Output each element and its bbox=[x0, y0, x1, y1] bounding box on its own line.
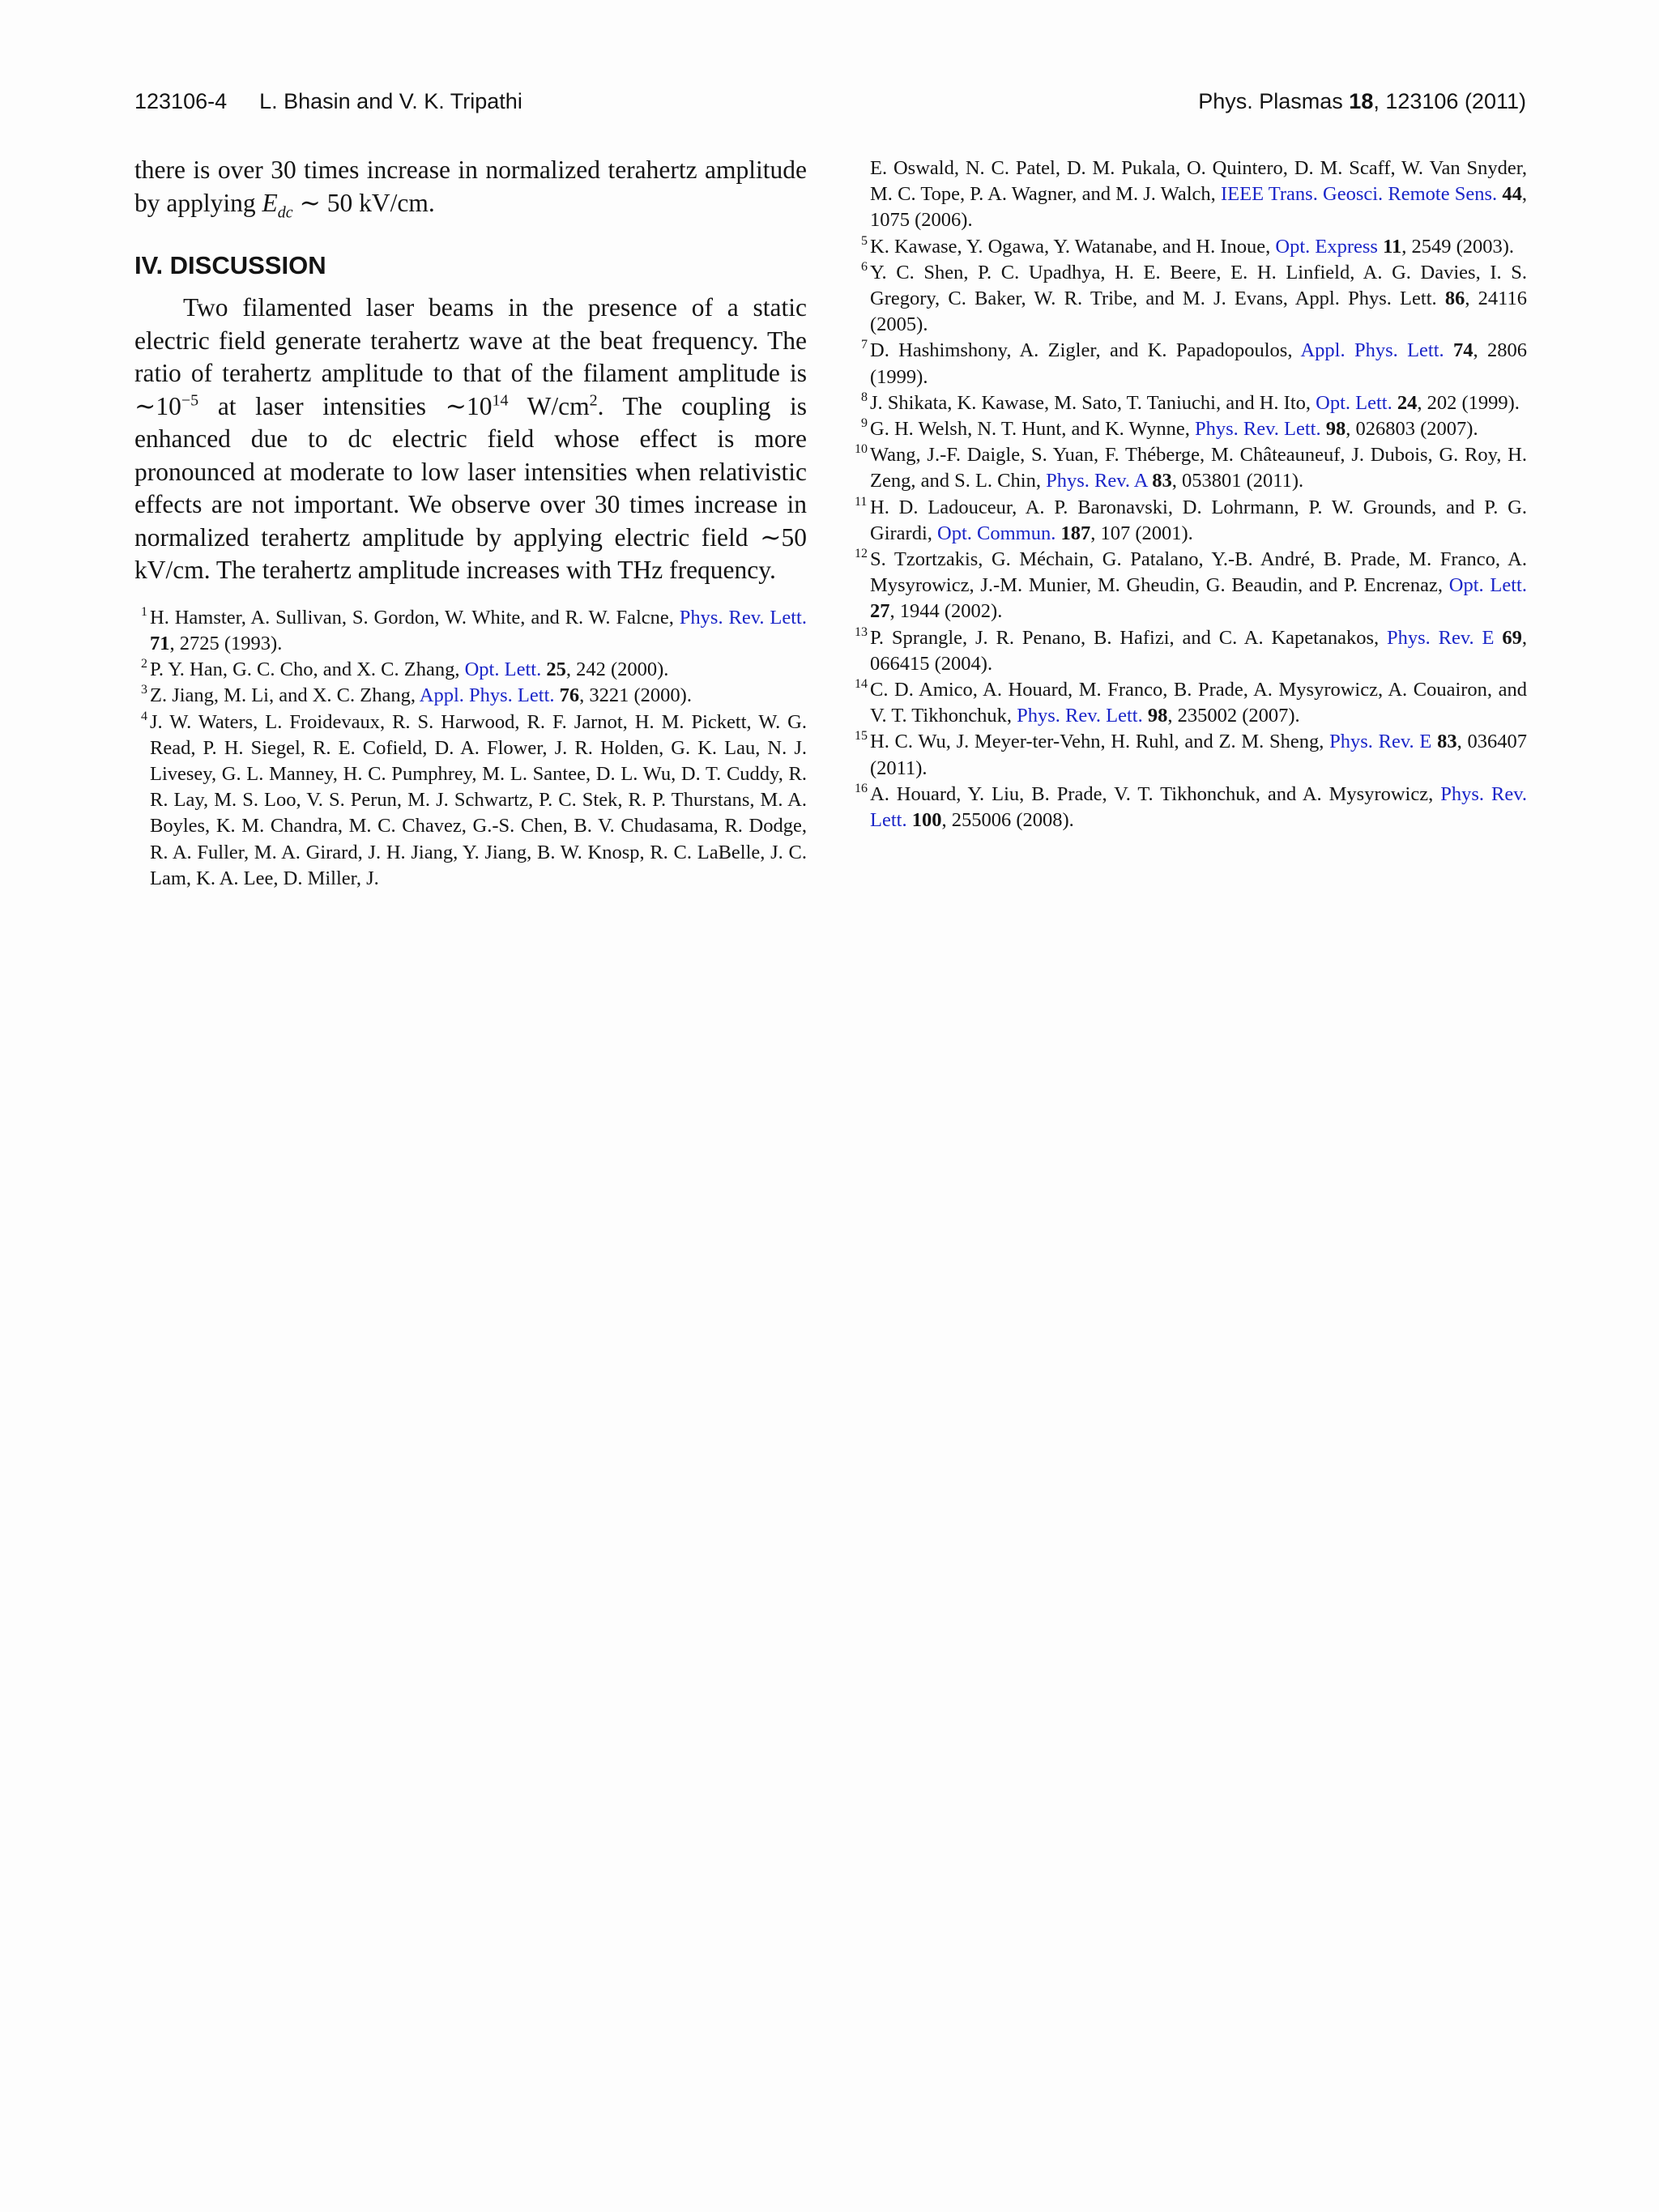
header-left bbox=[134, 89, 522, 114]
reference-number: 9 bbox=[861, 416, 868, 431]
reference-volume: 25 bbox=[546, 658, 566, 681]
reference-authors: Y. C. Shen, P. C. Upadhya, H. E. Beere, E. H. Linfield, A. G. Davies, I. S. Gregory, C. Baker, W. R. Tribe, and M. J. Evans, Appl. Phys. Lett. bbox=[870, 261, 1527, 310]
reference-authors: J. W. Waters, L. Froidevaux, R. S. Harwood, R. F. Jarnot, H. M. Pickett, W. G. Read, P. H. Siegel, R. E. Cofield, D. A. Flower, J. R. Holden, G. K. Lau, N. J. Livesey, G. L. Manney, H. C. Pumphrey, M. L. Santee, D. L. Wu, D. T. Cuddy, R. R. Lay, M. S. Loo, V. S. Perun, M. J. Schwartz, P. C. Stek, R. P. Thurstans, M. A. Boyles, K. M. Chandra, M. C. Chavez, G.-S. Chen, B. V. Chudasama, R. Dodge, R. A. Fuller, M. A. Girard, J. H. Jiang, Y. Jiang, B. W. Knosp, R. C. LaBelle, J. C. Lam, K. A. Lee, D. Miller, J. bbox=[150, 710, 807, 889]
exponent-3: 2 bbox=[589, 391, 598, 410]
journal-link[interactable]: Opt. Lett. bbox=[464, 658, 542, 681]
reference-number: 14 bbox=[855, 677, 868, 692]
reference-volume: 44 bbox=[1502, 183, 1522, 206]
reference-authors: G. H. Welsh, N. T. Hunt, and K. Wynne, bbox=[870, 418, 1195, 441]
reference-volume: 86 bbox=[1444, 288, 1465, 310]
intro-text-end: ∼ 50 kV/cm. bbox=[292, 188, 435, 217]
page-id: 123106-4 bbox=[134, 89, 228, 113]
reference-authors: J. Shikata, K. Kawase, M. Sato, T. Taniuchi, and H. Ito, bbox=[870, 391, 1316, 414]
reference-pages-year: , 24116 (2005). bbox=[870, 288, 1527, 336]
reference-volume: 11 bbox=[1383, 235, 1402, 258]
discussion-text-4: . The coupling is enhanced due to dc electric field whose effect is more pronounced at moderate to low laser intensities when relativistic effects are not important. We observe over 30 times increase in normalized terahertz amplitude by applying electric field ∼50 kV/cm. The terahertz amplitude increases with THz frequency. bbox=[134, 391, 807, 585]
reference-pages-year: , 1075 (2006). bbox=[870, 183, 1528, 232]
journal-link[interactable]: Phys. Rev. E bbox=[1386, 626, 1495, 649]
reference-number: 6 bbox=[861, 259, 868, 274]
reference-number: 2 bbox=[141, 657, 147, 671]
reference-number: 10 bbox=[855, 442, 868, 457]
reference-list-right bbox=[855, 156, 1527, 833]
reference-pages-year: , 053801 (2011). bbox=[1171, 470, 1304, 492]
reference-authors: H. Hamster, A. Sullivan, S. Gordon, W. White, and R. W. Falcne, bbox=[150, 606, 680, 629]
header-citation bbox=[1198, 89, 1526, 114]
journal-volume: 18 bbox=[1349, 89, 1374, 113]
reference-pages-year: , 2725 (1993). bbox=[169, 633, 283, 654]
reference-number: 15 bbox=[855, 729, 868, 744]
reference-authors: Wang, J.-F. Daigle, S. Yuan, F. Théberge, M. Châteauneuf, J. Dubois, G. Roy, H. Zeng, and S. L. Chin, bbox=[870, 444, 1527, 492]
reference-volume: 74 bbox=[1453, 339, 1473, 362]
reference-authors: P. Y. Han, G. C. Cho, and X. C. Zhang, bbox=[150, 658, 465, 681]
field-symbol: E bbox=[262, 188, 278, 217]
journal-link[interactable]: Phys. Rev. Lett. bbox=[1195, 418, 1321, 441]
reference-list-left bbox=[134, 605, 807, 892]
journal-link[interactable]: Opt. Commun. bbox=[937, 522, 1056, 544]
reference-number: 3 bbox=[141, 683, 147, 697]
reference-authors: K. Kawase, Y. Ogawa, Y. Watanabe, and H. Inoue, bbox=[870, 235, 1276, 258]
reference-pages-year: , 2806 (1999). bbox=[870, 339, 1528, 388]
right-column bbox=[855, 156, 1527, 833]
reference-pages-year: , 242 (2000). bbox=[565, 658, 669, 681]
reference-authors: A. Houard, Y. Liu, B. Prade, V. T. Tikhonchuk, and A. Mysyrowicz, bbox=[870, 782, 1441, 805]
reference-volume: 98 bbox=[1325, 418, 1346, 441]
reference-pages-year: , 255006 (2008). bbox=[941, 809, 1074, 832]
section-heading: IV. DISCUSSION bbox=[134, 251, 326, 280]
reference-volume: 27 bbox=[870, 600, 890, 623]
reference-item bbox=[855, 390, 1527, 416]
reference-volume: 100 bbox=[911, 809, 942, 832]
field-subscript: dc bbox=[277, 202, 293, 221]
article-info: , 123106 (2011) bbox=[1373, 89, 1526, 113]
page-header bbox=[134, 89, 1526, 121]
reference-authors: Z. Jiang, M. Li, and X. C. Zhang, bbox=[150, 684, 420, 707]
reference-item bbox=[855, 416, 1527, 442]
journal-link[interactable]: Phys. Rev. Lett. bbox=[1017, 705, 1143, 727]
discussion-text-2: at laser intensities ∼10 bbox=[198, 391, 493, 420]
reference-item bbox=[855, 260, 1527, 339]
reference-number: 12 bbox=[855, 547, 868, 561]
reference-item bbox=[134, 683, 807, 709]
journal-link[interactable]: Opt. Express bbox=[1275, 235, 1378, 258]
reference-number: 11 bbox=[855, 494, 868, 509]
reference-volume: 69 bbox=[1502, 626, 1522, 649]
reference-pages-year: , 3221 (2000). bbox=[579, 684, 692, 707]
reference-authors: S. Tzortzakis, G. Méchain, G. Patalano, Y.-B. André, B. Prade, M. Franco, A. Mysyrowicz, J.-M. Munier, M. Gheudin, G. Beaudin, and P. Encrenaz, bbox=[870, 548, 1527, 597]
reference-number: 4 bbox=[141, 709, 147, 723]
journal-link[interactable]: Phys. Rev. Lett. bbox=[870, 782, 1527, 832]
reference-number: 5 bbox=[861, 233, 868, 248]
reference-pages-year: , 235002 (2007). bbox=[1167, 705, 1300, 727]
reference-item bbox=[855, 495, 1527, 547]
reference-volume: 83 bbox=[1437, 731, 1457, 753]
journal-link[interactable]: Phys. Rev. A bbox=[1046, 470, 1148, 492]
intro-text: there is over 30 times increase in normalized terahertz amplitude by applying bbox=[134, 156, 807, 217]
reference-item bbox=[855, 442, 1527, 494]
reference-number: 8 bbox=[861, 390, 868, 404]
reference-authors: E. Oswald, N. C. Patel, D. M. Pukala, O. Quintero, D. M. Scaff, W. Van Snyder, M. C. Tope, P. A. Wagner, and M. J. Walch, bbox=[870, 157, 1527, 206]
journal-link[interactable]: Phys. Rev. Lett. bbox=[679, 606, 807, 629]
exponent-2: 14 bbox=[492, 391, 509, 410]
reference-volume: 24 bbox=[1397, 391, 1418, 414]
reference-volume: 71 bbox=[150, 633, 170, 654]
journal-link[interactable]: IEEE Trans. Geosci. Remote Sens. bbox=[1220, 183, 1498, 206]
discussion-paragraph bbox=[134, 292, 807, 587]
left-column bbox=[134, 154, 807, 892]
journal-link[interactable]: Appl. Phys. Lett. bbox=[1300, 339, 1444, 362]
reference-authors: D. Hashimshony, A. Zigler, and K. Papadopoulos, bbox=[870, 339, 1301, 362]
journal-name: Phys. Plasmas bbox=[1198, 89, 1343, 113]
journal-link[interactable]: Phys. Rev. E bbox=[1329, 731, 1432, 753]
discussion-text-1: Two filamented laser beams in the presence of a static electric field generate terahertz wave at the beat frequency. The ratio of terahertz amplitude to that of the filament amplitude is ∼10 bbox=[134, 293, 807, 420]
reference-item bbox=[134, 605, 807, 657]
reference-item bbox=[855, 338, 1527, 390]
reference-item bbox=[855, 677, 1527, 729]
reference-number: 1 bbox=[141, 604, 147, 619]
reference-pages-year: , 066415 (2004). bbox=[870, 626, 1527, 675]
reference-volume: 98 bbox=[1147, 705, 1168, 727]
reference-volume: 83 bbox=[1152, 470, 1172, 492]
reference-item bbox=[855, 625, 1527, 677]
reference-pages-year: , 1944 (2002). bbox=[889, 600, 1003, 623]
intro-paragraph bbox=[134, 154, 807, 228]
reference-item bbox=[855, 782, 1527, 833]
reference-item bbox=[134, 657, 807, 683]
reference-authors: C. D. Amico, A. Houard, M. Franco, B. Prade, A. Mysyrowicz, A. Couairon, and V. T. Tikhonchuk, bbox=[870, 679, 1527, 727]
reference-item bbox=[855, 156, 1527, 234]
reference-pages-year: , 107 (2001). bbox=[1090, 522, 1193, 544]
reference-item bbox=[855, 729, 1527, 781]
reference-volume: 76 bbox=[559, 684, 580, 707]
exponent-1: −5 bbox=[181, 391, 199, 410]
journal-link[interactable]: Appl. Phys. Lett. bbox=[419, 684, 555, 707]
reference-number: 13 bbox=[855, 624, 868, 639]
discussion-text-3: W/cm bbox=[508, 391, 590, 420]
reference-number: 7 bbox=[861, 338, 868, 352]
reference-authors: P. Sprangle, J. R. Penano, B. Hafizi, and C. A. Kapetanakos, bbox=[870, 626, 1387, 649]
journal-link[interactable]: Opt. Lett. bbox=[1448, 574, 1527, 597]
reference-number: 16 bbox=[855, 781, 868, 795]
reference-pages-year: , 202 (1999). bbox=[1417, 391, 1520, 414]
reference-pages-year: , 026803 (2007). bbox=[1346, 418, 1478, 441]
reference-item bbox=[855, 547, 1527, 625]
reference-authors: H. C. Wu, J. Meyer-ter-Vehn, H. Ruhl, and Z. M. Sheng, bbox=[870, 731, 1330, 753]
reference-pages-year: , 2549 (2003). bbox=[1401, 235, 1515, 258]
reference-item bbox=[134, 710, 807, 892]
running-authors: L. Bhasin and V. K. Tripathi bbox=[259, 89, 522, 113]
reference-authors: H. D. Ladouceur, A. P. Baronavski, D. Lohrmann, P. W. Grounds, and P. G. Girardi, bbox=[870, 496, 1527, 544]
journal-link[interactable]: Opt. Lett. bbox=[1316, 391, 1392, 414]
reference-pages-year: , 036407 (2011). bbox=[870, 731, 1527, 779]
reference-volume: 187 bbox=[1060, 522, 1091, 544]
reference-item bbox=[855, 234, 1527, 260]
